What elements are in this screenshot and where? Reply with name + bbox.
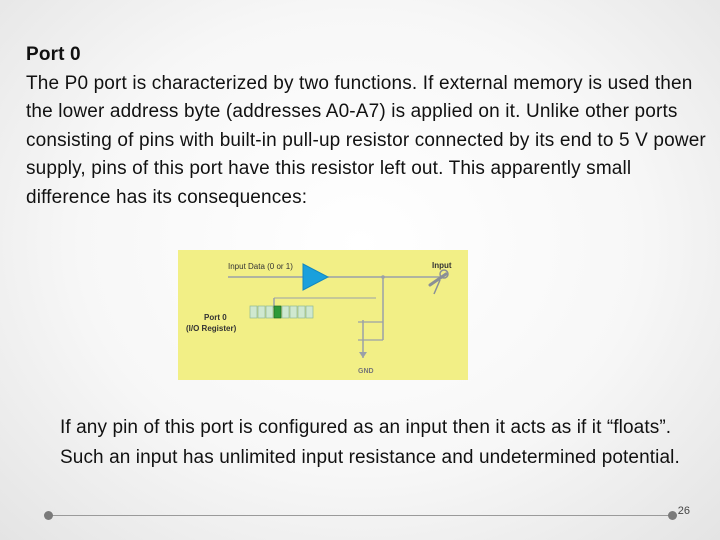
paragraph-1: The P0 port is characterized by two functions. If external memory is used then the lower address byte (addresses A0-A7) is applied on it. Unlike other ports consisting of pins with built-in pull-up resistor connected by its end to 5 V power supply, pins of this port have this resistor left out. This apparently small difference has its consequences: [26,72,706,208]
label-gnd: GND [358,368,374,375]
register-cell [290,306,297,318]
slide-text [26,41,706,213]
slide-heading: Port 0 [26,44,81,65]
register-cell-active [274,306,281,318]
register-cell [298,306,305,318]
port0-diagram [178,250,468,380]
register-cell [306,306,313,318]
footer-divider [48,515,673,516]
label-io-register: (I/O Register) [186,324,237,333]
paragraph-2: If any pin of this port is configured as an input then it acts as if it “floats”. Such an input has unlimited input resistance and undetermined potential. [60,417,680,468]
footer-dot-right [668,511,677,520]
register-cell [250,306,257,318]
register-cell [282,306,289,318]
label-input: Input [432,261,452,270]
label-port0: Port 0 [204,313,227,322]
footer-dot-left [44,511,53,520]
register-cell [266,306,273,318]
page-number: 26 [677,505,690,517]
register-cell [258,306,265,318]
junction-dot [381,275,385,279]
label-input-data: Input Data (0 or 1) [228,262,293,271]
